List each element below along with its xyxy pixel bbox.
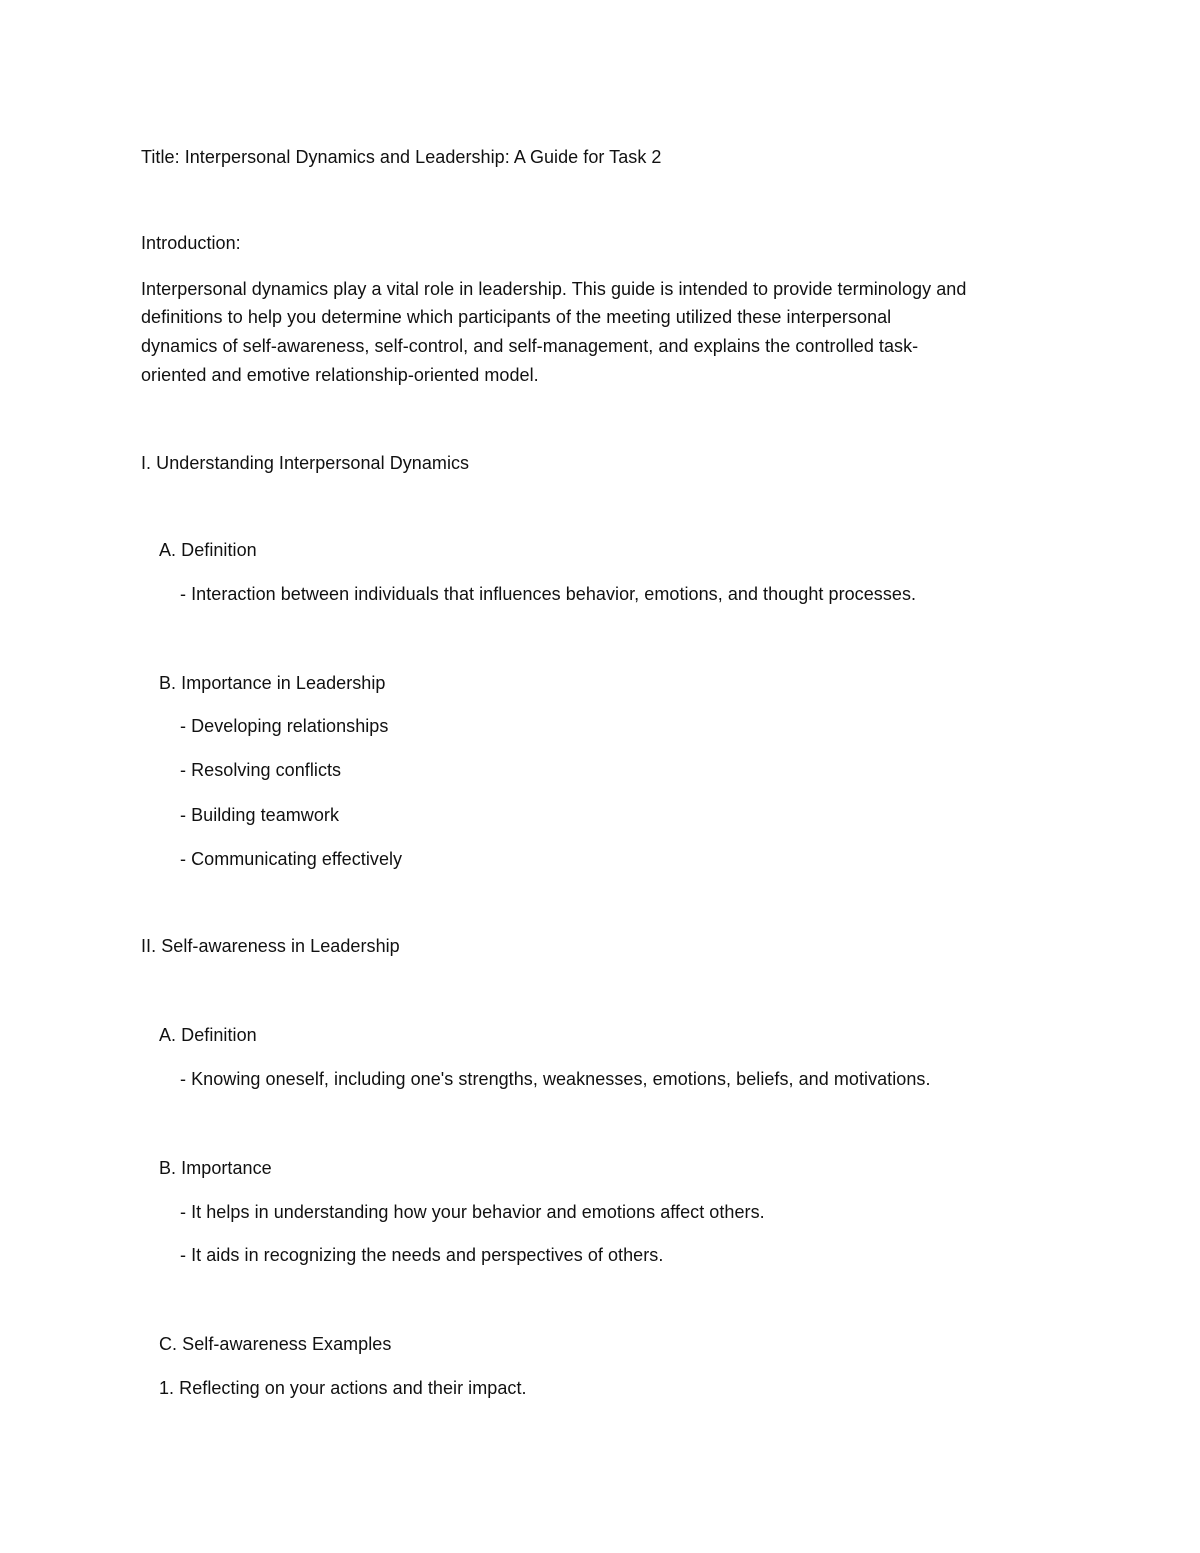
list-item: - Communicating effectively bbox=[180, 849, 403, 869]
intro-line: oriented and emotive relationship-oriented model. bbox=[141, 365, 539, 385]
list-item: - Building teamwork bbox=[180, 805, 340, 825]
intro-line: dynamics of self-awareness, self-control, and self-management, and explains the controlled task- bbox=[141, 336, 919, 356]
section-1-b-heading: B. Importance in Leadership bbox=[159, 673, 386, 693]
intro-heading: Introduction: bbox=[141, 233, 241, 253]
section-2-b-heading: B. Importance bbox=[159, 1158, 272, 1178]
section-1-heading: I. Understanding Interpersonal Dynamics bbox=[141, 453, 470, 473]
section-1-a-heading: A. Definition bbox=[159, 540, 257, 560]
intro-line: Interpersonal dynamics play a vital role in leadership. This guide is intended to provide terminology and bbox=[141, 279, 967, 299]
list-item: - Developing relationships bbox=[180, 716, 389, 736]
list-item: - It aids in recognizing the needs and perspectives of others. bbox=[180, 1245, 664, 1265]
intro-line: definitions to help you determine which participants of the meeting utilized these interpersonal bbox=[141, 307, 892, 327]
list-item: - Resolving conflicts bbox=[180, 760, 342, 780]
section-2-a-heading: A. Definition bbox=[159, 1025, 257, 1045]
section-2-heading: II. Self-awareness in Leadership bbox=[141, 936, 400, 956]
document-title: Title: Interpersonal Dynamics and Leadership: A Guide for Task 2 bbox=[141, 147, 662, 167]
list-item: - It helps in understanding how your behavior and emotions affect others. bbox=[180, 1202, 765, 1222]
section-1-a-item: - Interaction between individuals that influences behavior, emotions, and thought processes. bbox=[180, 584, 917, 604]
section-2-c-heading: C. Self-awareness Examples bbox=[159, 1334, 392, 1354]
list-item: 1. Reflecting on your actions and their impact. bbox=[159, 1378, 527, 1398]
section-2-a-item: - Knowing oneself, including one's strengths, weaknesses, emotions, beliefs, and motivations. bbox=[180, 1069, 931, 1089]
